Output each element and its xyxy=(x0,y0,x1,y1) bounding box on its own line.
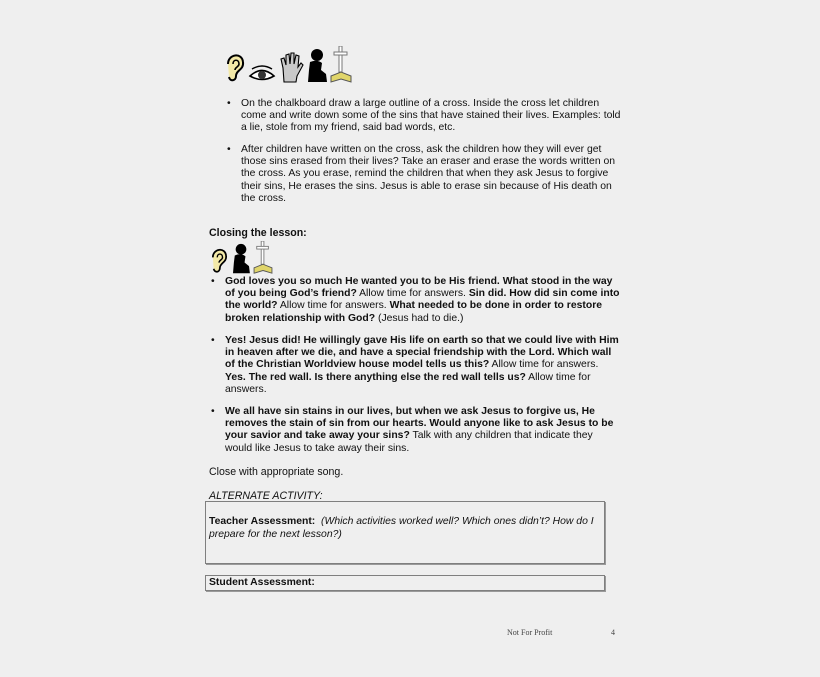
bullet-dot: • xyxy=(211,276,215,287)
bullet-text: (Jesus had to die.) xyxy=(375,312,464,324)
page-number: 4 xyxy=(611,628,615,637)
close-song-text: Close with appropriate song. xyxy=(209,466,344,478)
eye-icon xyxy=(248,64,276,84)
praying-child-icon xyxy=(306,48,328,84)
cross-bible-icon xyxy=(253,241,273,275)
closing-heading: Closing the lesson: xyxy=(209,227,307,239)
bullet-text: Allow time for answers. xyxy=(489,359,599,371)
bullet-text: After children have written on the cross, ask the children how they will ever get those sins erased from their lives? Take an eraser and erase the words written on the cross. As you erase, remind the children that when they ask Jesus to forgive their sins, He erases the sins. Jesus is able to erase sin because of His death on the cross. xyxy=(241,144,616,204)
bullet-text: Allow time for answers. xyxy=(356,288,469,300)
bullet-dot: • xyxy=(227,98,231,109)
bullet-bold-text: God loves you so much He wanted you to be His friend. What stood in the way of you being God’s friend? xyxy=(225,276,613,300)
teacher-assessment-text xyxy=(209,515,601,541)
bullet-bold-text: What needed to be done in order to restore broken relationship with God? xyxy=(225,300,603,324)
cross-bible-icon xyxy=(330,46,352,84)
hand-icon xyxy=(278,50,304,84)
bullet-bold-text: Yes! Jesus did! He willingly gave His life on earth so that we could live with Him in heaven after we die, and have a special friendship with the Lord. Which wall of the Christian Worldview house model tells us this? xyxy=(225,335,619,371)
alternate-activity-label: ALTERNATE ACTIVITY: xyxy=(209,490,323,502)
teacher-assessment-prompt: (Which activities worked well? Which ones didn’t? How do I prepare for the next lesson?) xyxy=(209,516,594,540)
activity-bullet-2 xyxy=(227,144,626,205)
bullet-text: Allow time for answers. xyxy=(277,300,390,312)
bullet-bold-text: Sin did. How did sin come into the world? xyxy=(225,288,620,312)
bullet-bold-text: We all have sin stains in our lives, but when we ask Jesus to forgive us, He removes the stain of sin from our hearts. Would anyone like to ask Jesus to be your savior and take away your sins? xyxy=(225,406,614,442)
sense-icons-top xyxy=(224,46,352,84)
praying-child-icon xyxy=(231,243,251,275)
bullet-text: On the chalkboard draw a large outline of a cross. Inside the cross let children come and write down some of the sins that have stained their lives. Examples: told a lie, stole from my friend, said bad words, etc. xyxy=(241,98,621,134)
activity-bullet-1 xyxy=(227,98,626,135)
closing-bullet-1 xyxy=(211,276,620,325)
ear-icon xyxy=(209,245,229,275)
student-assessment-label: Student Assessment: xyxy=(209,577,315,588)
bullet-text: Talk with any children that indicate they would like Jesus to take away their sins. xyxy=(225,430,593,454)
bullet-dot: • xyxy=(211,406,215,417)
footer-text: Not For Profit xyxy=(507,628,553,637)
ear-icon xyxy=(224,50,246,84)
bullet-text: Allow time for answers. xyxy=(225,371,591,395)
closing-bullet-2 xyxy=(211,335,620,396)
sense-icons-closing xyxy=(209,241,273,275)
bullet-dot: • xyxy=(211,335,215,346)
teacher-assessment-label: Teacher Assessment: xyxy=(209,516,316,527)
bullet-bold-text: Yes. The red wall. Is there anything else the red wall tells us? xyxy=(225,371,526,383)
closing-bullet-3 xyxy=(211,406,620,455)
bullet-dot: • xyxy=(227,144,231,155)
